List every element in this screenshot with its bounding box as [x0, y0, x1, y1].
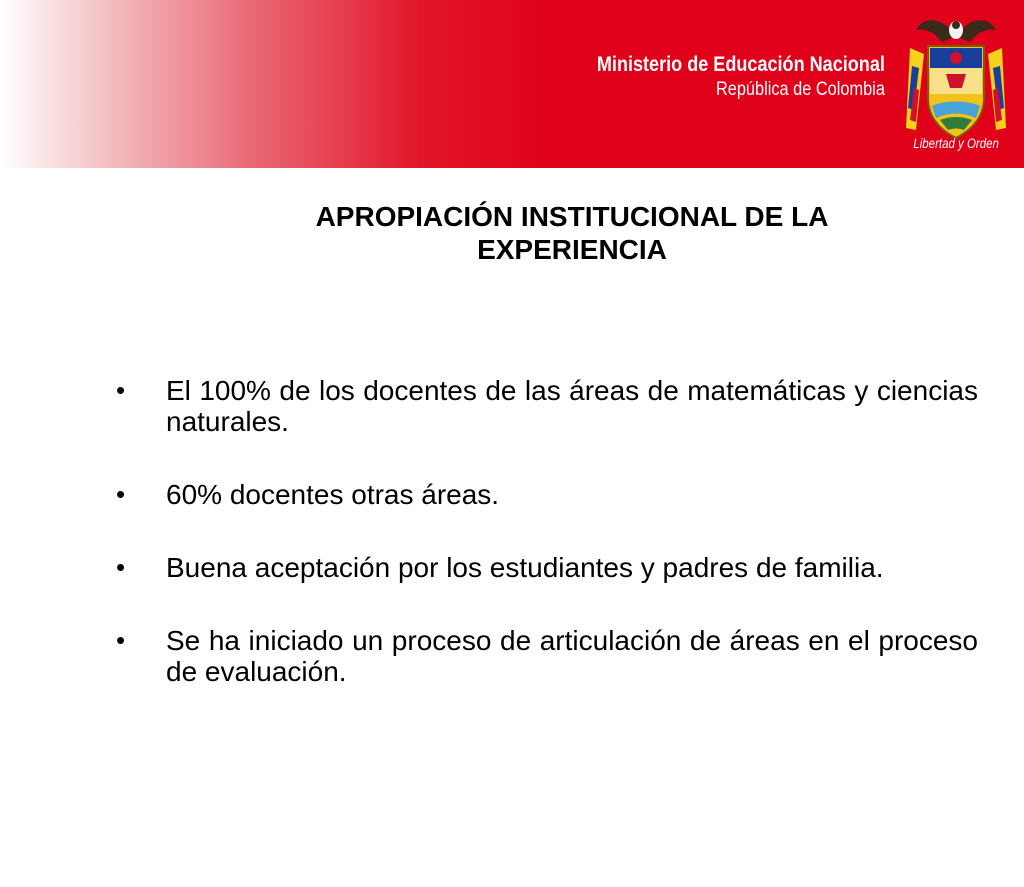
bullet-icon: • — [116, 375, 126, 405]
list-item — [110, 625, 978, 687]
bullet-text: 60% docentes otras áreas. — [166, 479, 500, 510]
bullet-text: Buena aceptación por los estudiantes y padres de familia. — [166, 552, 884, 583]
ministry-name: Ministerio de Educación Nacional — [596, 53, 885, 76]
ministry-country: República de Colombia — [716, 79, 885, 100]
list-item — [110, 375, 978, 437]
bullet-text: Se ha iniciado un proceso de articulación de áreas en el proceso de evaluación. — [166, 625, 978, 687]
bullet-icon: • — [116, 625, 126, 655]
ministry-block — [550, 52, 885, 102]
motto: Libertad y Orden — [913, 135, 999, 151]
bullet-icon: • — [116, 552, 126, 582]
bullet-text: El 100% de los docentes de las áreas de matemáticas y ciencias naturales. — [166, 375, 978, 437]
bullet-icon: • — [116, 479, 126, 509]
list-item — [110, 552, 978, 583]
slide-title: APROPIACIÓN INSTITUCIONAL DE LA EXPERIENCIA — [315, 201, 829, 265]
bullet-list — [110, 375, 978, 687]
header-banner — [0, 0, 1024, 168]
list-item — [110, 479, 978, 510]
